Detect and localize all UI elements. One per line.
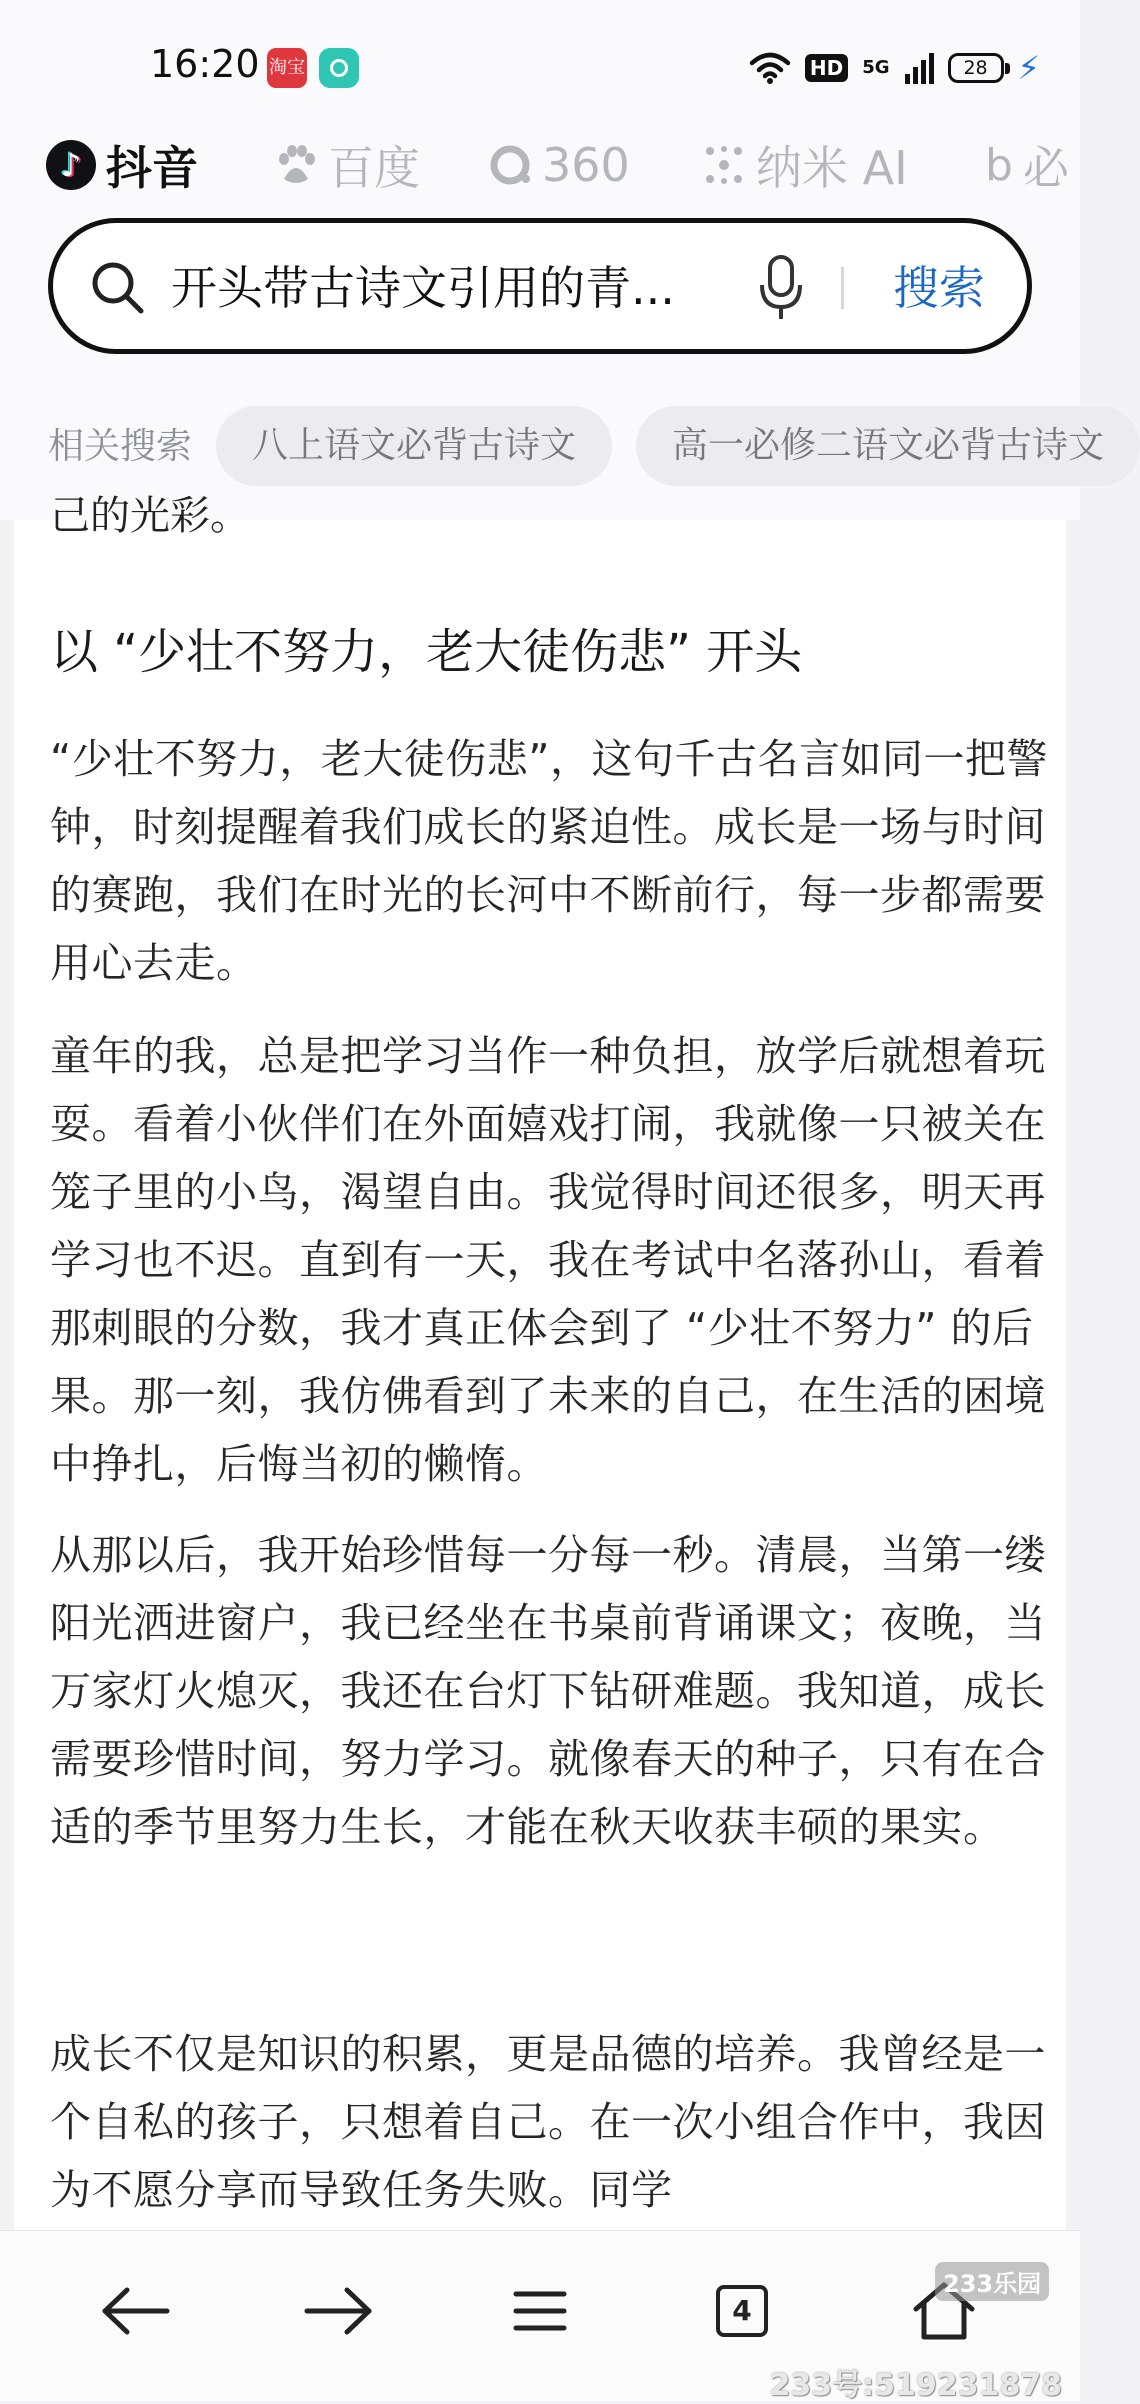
signal-icon (904, 52, 934, 84)
tabs-button[interactable] (702, 2271, 782, 2351)
related-chip[interactable]: 高一必修二语文必背古诗文 (636, 406, 1140, 486)
search-input[interactable]: 开头带古诗文引用的青... (171, 261, 675, 315)
engine-tab-bing[interactable] (985, 120, 1069, 210)
search-area (0, 210, 1080, 370)
watermark-text: 233号:519231878 (769, 2368, 1062, 2403)
network-type: 5G (862, 57, 890, 78)
article-heading: 以 “少壮不努力，老大徒伤悲” 开头 (50, 624, 803, 680)
engine-tab-label: 抖音 (106, 141, 198, 195)
engine-tab-douyin[interactable] (46, 120, 198, 210)
engine-tab-label: 必 (1022, 141, 1069, 195)
menu-icon (513, 2289, 567, 2333)
bing-icon: b (985, 139, 1013, 191)
tab-count: 4 (716, 2285, 768, 2337)
microphone-icon[interactable] (758, 253, 804, 321)
engine-tab-label: 百度 (328, 141, 420, 195)
article-paragraph: 从那以后，我开始珍惜每一分每一秒。清晨，当第一缕阳光洒进窗户，我已经坐在书桌前背诵课文；夜晚，当万家灯火熄灭，我还在台灯下钻研难题。我知道，成长需要珍惜时间，努力学习。就像春天的种子，只有在合适的季节里努力生长，才能在秋天收获丰硕的果实。 (50, 1531, 1046, 1851)
ring-icon (488, 143, 532, 187)
charging-icon: ⚡ (1017, 49, 1040, 87)
search-button[interactable]: 搜索 (893, 261, 985, 315)
app-notification-icon (319, 48, 359, 88)
search-bar[interactable] (48, 218, 1032, 354)
related-chip[interactable]: 八上语文必背古诗文 (216, 406, 612, 486)
status-bar (0, 0, 1080, 120)
taobao-app-icon: 淘宝 (267, 48, 307, 88)
article-paragraph: 成长不仅是知识的积累，更是品德的培养。我曾经是一个自私的孩子，只想着自己。在一次小组合作中，我因为不愿分享而导致任务失败。同学 (50, 2030, 1046, 2214)
article-paragraph: “少壮不努力，老大徒伤悲”，这句千古名言如同一把警钟，时刻提醒着我们成长的紧迫性。成长是一场与时间的赛跑，我们在时光的长河中不断前行，每一步都需要用心去走。 (50, 735, 1048, 987)
engine-tab-baidu[interactable] (274, 120, 420, 210)
search-icon (89, 259, 145, 315)
engine-tab-360[interactable] (488, 120, 630, 210)
battery-icon: 28 (948, 53, 1004, 83)
status-time: 16:20 (150, 42, 260, 86)
engine-tab-nami-ai[interactable] (702, 120, 908, 210)
wifi-icon (749, 51, 791, 85)
paw-icon (274, 143, 318, 187)
arrow-right-icon (303, 2286, 373, 2336)
status-indicators (749, 46, 1040, 90)
article-content (14, 493, 1066, 2230)
hd-voice-badge: HD (805, 54, 848, 82)
search-divider (841, 267, 844, 309)
watermark-logo: 233乐园 (935, 2262, 1049, 2301)
back-button[interactable] (96, 2271, 176, 2351)
forward-button[interactable] (298, 2271, 378, 2351)
search-engine-tabs (0, 120, 1080, 210)
engine-tab-label: 360 (542, 138, 630, 192)
douyin-icon: ♪ (46, 140, 96, 190)
nodes-icon (702, 143, 746, 187)
arrow-left-icon (101, 2286, 171, 2336)
engine-tab-label: 纳米 AI (756, 141, 908, 195)
article-paragraph: 童年的我，总是把学习当作一种负担，放学后就想着玩耍。看着小伙伴们在外面嬉戏打闹，我就像一只被关在笼子里的小鸟，渴望自由。我觉得时间还很多，明天再学习也不迟。直到有一天，我在考试中名落孙山，看着那刺眼的分数，我才真正体会到了 “少壮不努力” 的后果。那一刻，我仿佛看到了未来的自己，在生活的困境中挣扎，后悔当初的懒惰。 (50, 1032, 1046, 1488)
related-label: 相关搜索 (48, 426, 193, 467)
menu-button[interactable] (500, 2271, 580, 2351)
article-text-partial: 己的光彩。 (50, 493, 250, 539)
